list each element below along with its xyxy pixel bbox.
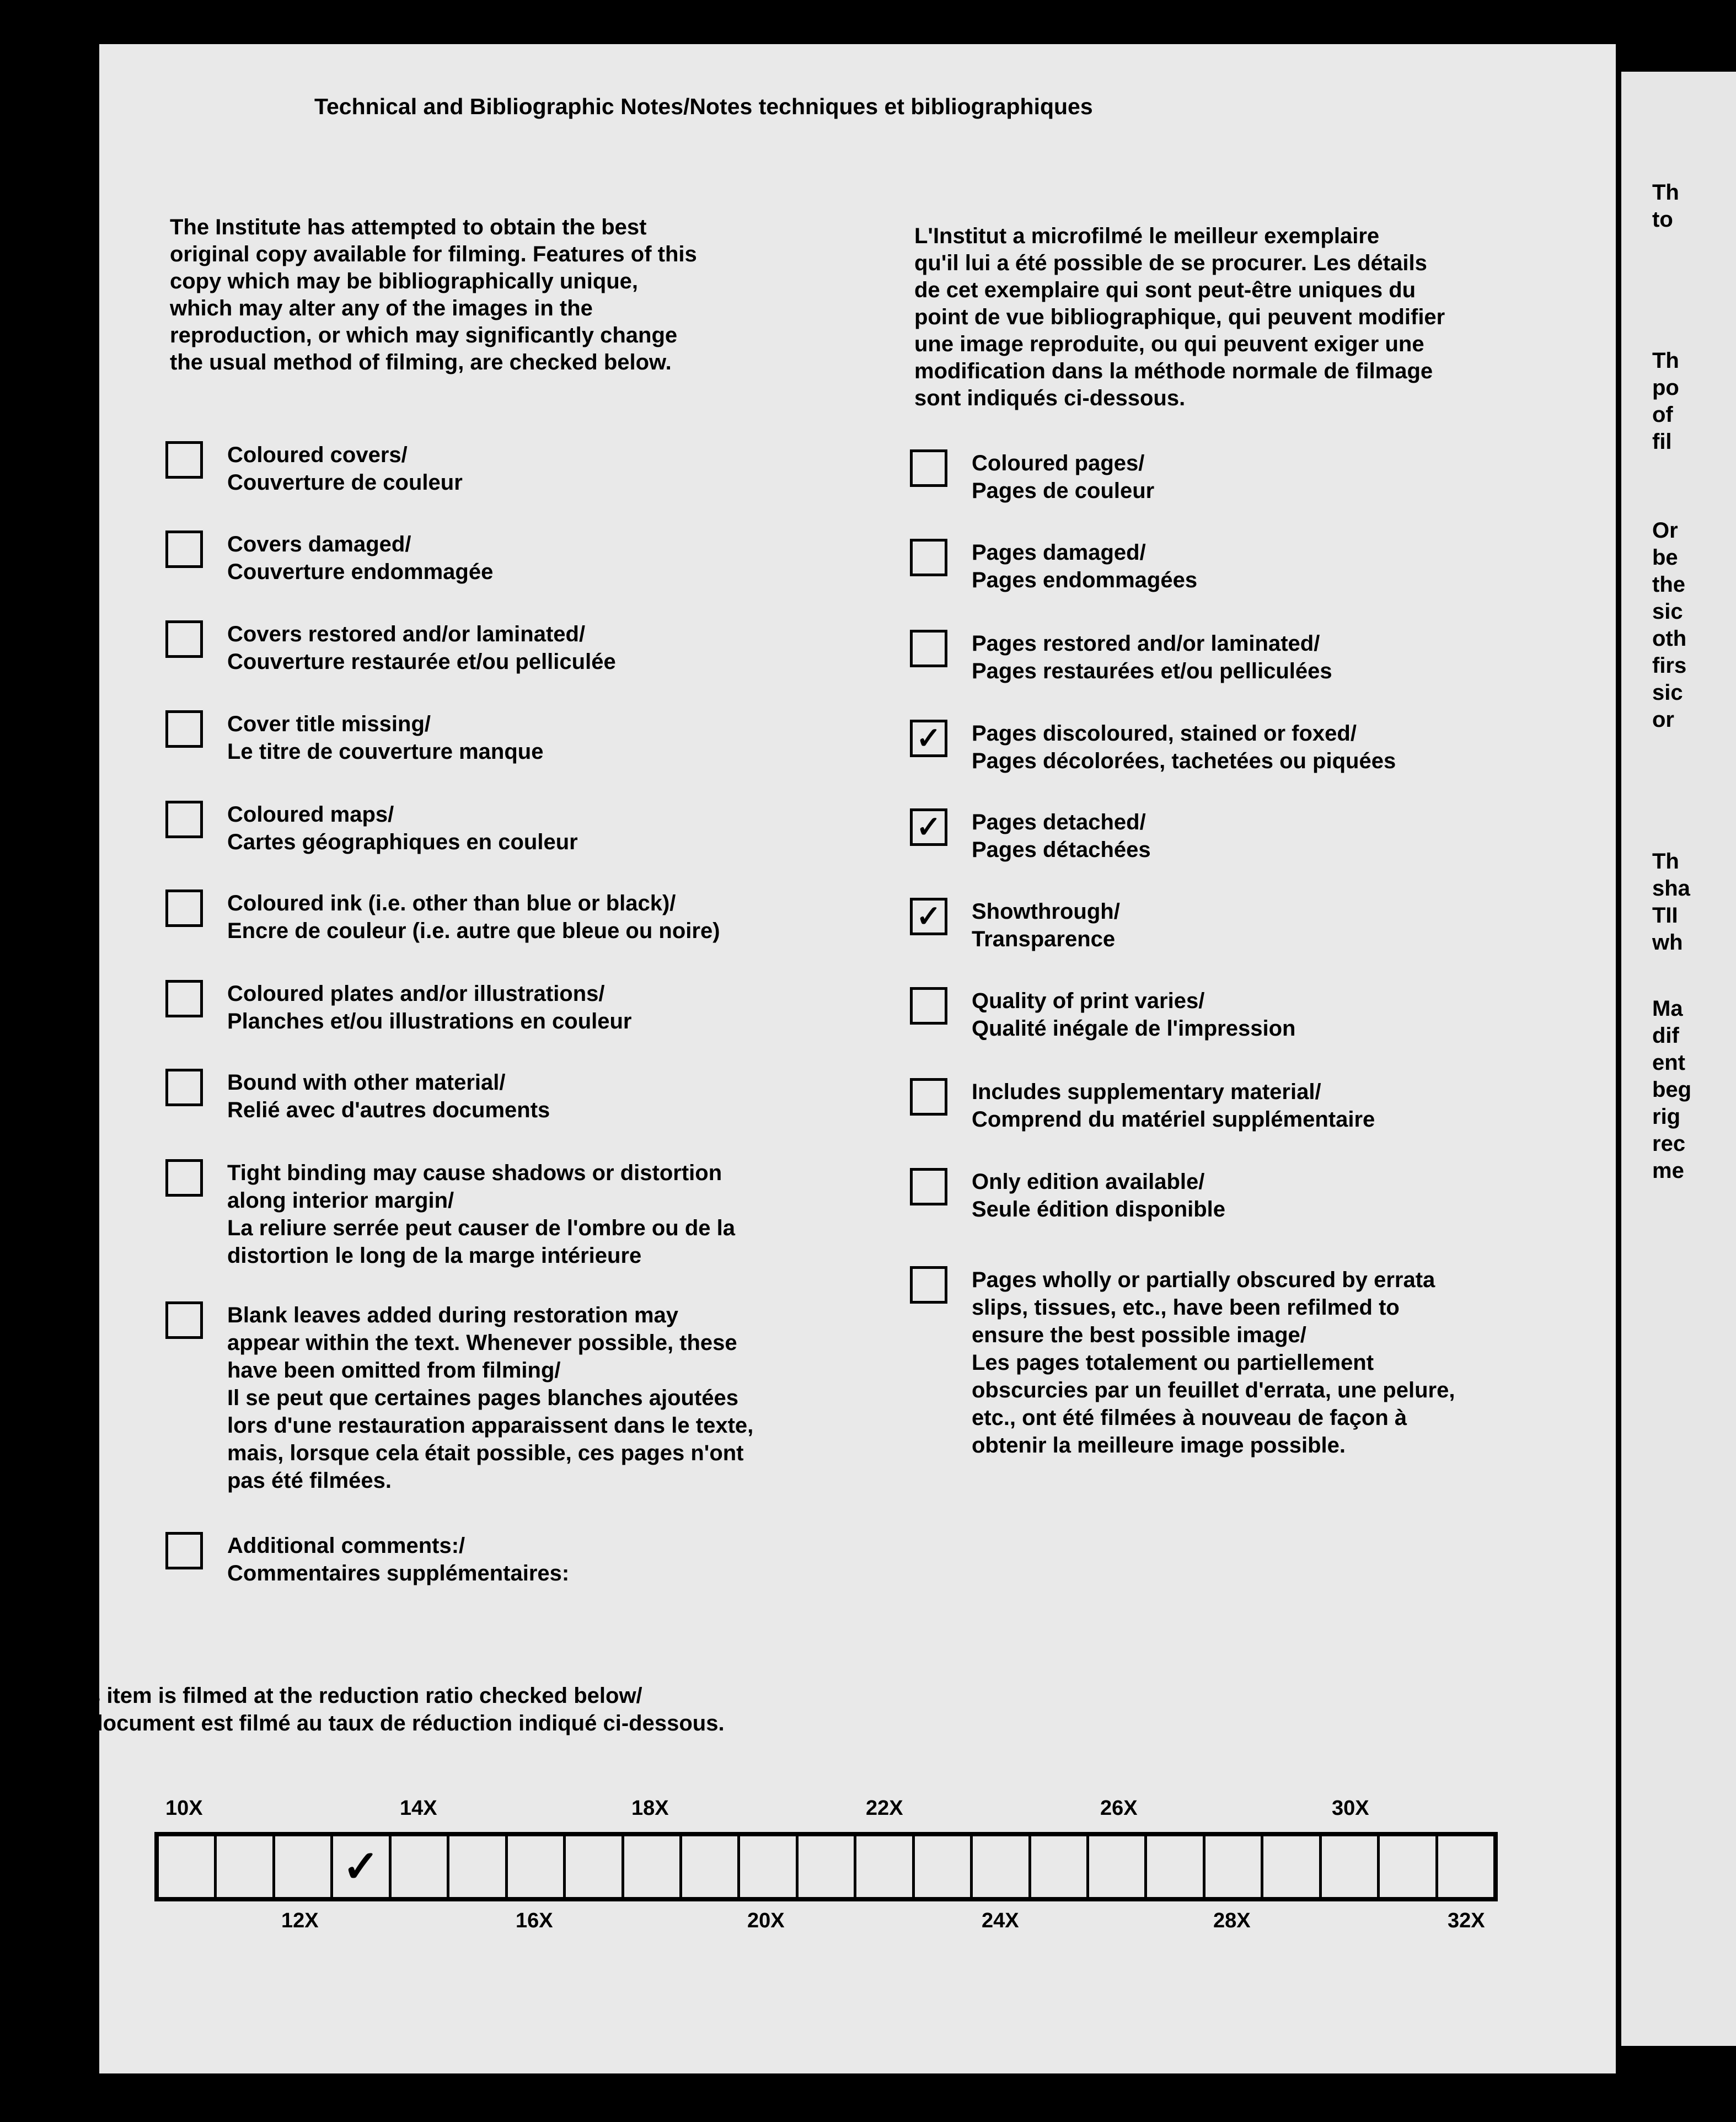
- checklist-label-line: Le titre de couverture manque: [227, 740, 544, 764]
- checklist-item: [910, 539, 1197, 594]
- side-fragment-line: firs: [1652, 653, 1687, 678]
- checklist-label: [227, 980, 632, 1035]
- side-fragment-line: sic: [1652, 680, 1683, 705]
- checklist-item: [910, 720, 1396, 775]
- checklist-item: [165, 620, 616, 676]
- checklist-item: [910, 1168, 1225, 1223]
- side-fragment: [1652, 995, 1691, 1185]
- checklist-label-line: Cartes géographiques en couleur: [227, 830, 578, 854]
- side-fragment: [1652, 517, 1686, 733]
- ratio-cell[interactable]: [1205, 1836, 1263, 1897]
- checklist-label-line: appear within the text. Whenever possible, these: [227, 1331, 737, 1355]
- scale-label-top: 10X: [165, 1797, 203, 1820]
- side-fragment-line: fil: [1652, 430, 1672, 454]
- side-fragment-line: beg: [1652, 1078, 1692, 1102]
- checklist-item: [165, 1532, 569, 1587]
- checklist-label-line: Showthrough/: [972, 899, 1120, 924]
- scale-label-bottom: 32X: [1448, 1909, 1485, 1932]
- scale-label-bottom: 20X: [747, 1909, 785, 1932]
- checkbox[interactable]: [910, 720, 947, 757]
- checklist-label-line: Additional comments:/: [227, 1534, 465, 1558]
- side-fragment-line: oth: [1652, 626, 1687, 651]
- intro-english: [170, 214, 697, 376]
- ratio-cell[interactable]: [1089, 1836, 1147, 1897]
- checklist-label-line: Coloured plates and/or illustrations/: [227, 982, 605, 1006]
- intro-line: the usual method of filming, are checked below.: [170, 350, 672, 374]
- ratio-cell[interactable]: [566, 1836, 624, 1897]
- side-fragment: [1652, 347, 1679, 456]
- checkbox[interactable]: [910, 449, 947, 487]
- intro-line: copy which may be bibliographically unique,: [170, 269, 639, 293]
- checklist-label: [227, 1159, 735, 1269]
- checklist-label-line: Quality of print varies/: [972, 989, 1205, 1013]
- checklist-label-line: Includes supplementary material/: [972, 1080, 1321, 1104]
- checklist-label: [227, 1532, 569, 1587]
- checkbox[interactable]: [910, 898, 947, 935]
- checklist-label: [972, 1168, 1225, 1223]
- checklist-label: [972, 1078, 1375, 1133]
- side-fragment-line: Th: [1652, 180, 1679, 205]
- ratio-cell[interactable]: [1031, 1836, 1089, 1897]
- checklist-label-line: Bound with other material/: [227, 1070, 506, 1095]
- intro-line: which may alter any of the images in the: [170, 296, 593, 320]
- checklist-label-line: mais, lorsque cela était possible, ces pages n'ont: [227, 1441, 744, 1465]
- checklist-label: [972, 449, 1154, 505]
- checkbox[interactable]: [165, 441, 203, 479]
- checklist-label-line: Pages discoloured, stained or foxed/: [972, 721, 1357, 746]
- side-fragment-line: Ma: [1652, 996, 1683, 1021]
- checklist-label-line: Pages detached/: [972, 810, 1146, 834]
- side-fragment-line: Or: [1652, 518, 1678, 543]
- checklist-label-line: Pages décolorées, tachetées ou piquées: [972, 749, 1396, 773]
- page-title: Technical and Bibliographic Notes/Notes techniques et bibliographiques: [314, 94, 1093, 119]
- side-fragment-line: sha: [1652, 876, 1690, 901]
- checkmark-icon: ✓: [342, 1842, 380, 1891]
- side-fragment-line: Th: [1652, 349, 1679, 373]
- side-fragment-line: or: [1652, 708, 1674, 732]
- checkbox[interactable]: [910, 987, 947, 1025]
- checkbox[interactable]: [165, 980, 203, 1017]
- intro-line: de cet exemplaire qui sont peut-être uniques du: [914, 278, 1416, 302]
- checklist-label-line: La reliure serrée peut causer de l'ombre ou de la: [227, 1216, 735, 1240]
- scale-label-bottom: 12X: [281, 1909, 319, 1932]
- checkbox[interactable]: [165, 710, 203, 748]
- checklist-item: [165, 1069, 550, 1124]
- ratio-cell[interactable]: [275, 1836, 333, 1897]
- checkmark-icon: ✓: [916, 722, 941, 755]
- checklist-item: [165, 710, 543, 765]
- intro-line: modification dans la méthode normale de filmage: [914, 359, 1433, 383]
- checklist-item: [910, 630, 1332, 685]
- ratio-cell[interactable]: [1147, 1836, 1205, 1897]
- scale-label-top: 14X: [400, 1797, 437, 1820]
- scale-label-top: 18X: [631, 1797, 669, 1820]
- checklist-item: [910, 898, 1120, 953]
- checklist-label-line: Commentaires supplémentaires:: [227, 1561, 570, 1585]
- scale-label-top: 22X: [866, 1797, 903, 1820]
- ratio-cell[interactable]: [799, 1836, 856, 1897]
- checklist-item: [165, 889, 720, 945]
- checkbox[interactable]: [165, 1532, 203, 1569]
- checklist-label-line: slips, tissues, etc., have been refilmed to: [972, 1295, 1400, 1320]
- side-fragment-line: ent: [1652, 1051, 1685, 1075]
- checkmark-icon: ✓: [916, 811, 941, 844]
- checklist-label: [972, 539, 1197, 594]
- checklist-label-line: obtenir la meilleure image possible.: [972, 1433, 1346, 1457]
- checklist-label-line: Qualité inégale de l'impression: [972, 1016, 1296, 1041]
- checklist-label-line: etc., ont été filmées à nouveau de façon à: [972, 1406, 1407, 1430]
- checklist-item: [910, 808, 1151, 864]
- checkbox[interactable]: [910, 1266, 947, 1304]
- checkmark-icon: ✓: [916, 900, 941, 933]
- checkbox[interactable]: [165, 1159, 203, 1197]
- checklist-label-line: Pages restored and/or laminated/: [972, 631, 1320, 656]
- side-fragment-line: sic: [1652, 599, 1683, 624]
- checklist-label-line: Covers restored and/or laminated/: [227, 622, 586, 646]
- side-fragment-line: me: [1652, 1159, 1684, 1183]
- intro-line: point de vue bibliographique, qui peuvent modifier: [914, 305, 1445, 329]
- checklist-item: [165, 801, 578, 856]
- side-fragment-line: po: [1652, 376, 1679, 400]
- ratio-cell[interactable]: [449, 1836, 507, 1897]
- ratio-cell[interactable]: [217, 1836, 275, 1897]
- checklist-label-line: Relié avec d'autres documents: [227, 1098, 550, 1122]
- checklist-item: [165, 441, 463, 496]
- checklist-label-line: Seule édition disponible: [972, 1197, 1226, 1221]
- checklist-label-line: Coloured pages/: [972, 451, 1145, 475]
- side-fragment-line: be: [1652, 545, 1678, 570]
- checklist-item: [910, 1266, 1455, 1459]
- checkbox[interactable]: [165, 620, 203, 658]
- checklist-label-line: Covers damaged/: [227, 532, 411, 556]
- checklist-item: [165, 530, 493, 586]
- ratio-cell[interactable]: [508, 1836, 566, 1897]
- checklist-label-line: have been omitted from filming/: [227, 1358, 561, 1382]
- side-fragment: [1652, 179, 1679, 233]
- checklist-label-line: Coloured ink (i.e. other than blue or black)/: [227, 891, 676, 915]
- checklist-label: [227, 889, 720, 945]
- checklist-label-line: pas été filmées.: [227, 1469, 392, 1493]
- checklist-label: [227, 530, 493, 586]
- checklist-label: [227, 1301, 753, 1494]
- checklist-label-line: Couverture restaurée et/ou pelliculée: [227, 650, 616, 674]
- checklist-label-line: Pages restaurées et/ou pelliculées: [972, 659, 1332, 683]
- checklist-label-line: Cover title missing/: [227, 712, 431, 736]
- checklist-label: [227, 620, 616, 676]
- side-fragment-line: dif: [1652, 1024, 1679, 1048]
- checkbox[interactable]: [165, 530, 203, 568]
- checklist-label-line: Pages détachées: [972, 838, 1151, 862]
- intro-line: original copy available for filming. Features of this: [170, 242, 697, 266]
- ratio-cell[interactable]: [392, 1836, 449, 1897]
- ratio-cell[interactable]: [740, 1836, 798, 1897]
- ratio-cell[interactable]: [915, 1836, 973, 1897]
- checkbox[interactable]: [910, 630, 947, 667]
- checklist-label: [227, 710, 543, 765]
- checklist-label-line: Tight binding may cause shadows or distortion: [227, 1161, 722, 1185]
- checklist-label-line: Comprend du matériel supplémentaire: [972, 1107, 1375, 1132]
- scale-label-top: 30X: [1332, 1797, 1369, 1820]
- intro-line: reproduction, or which may significantly change: [170, 323, 678, 347]
- checklist-label-line: ensure the best possible image/: [972, 1323, 1306, 1347]
- reduction-text-line: This item is filmed at the reduction ratio checked below/: [55, 1684, 642, 1708]
- checklist-label: [972, 987, 1295, 1042]
- checklist-label-line: distortion le long de la marge intérieure: [227, 1244, 642, 1268]
- intro-french: [914, 223, 1445, 412]
- checklist-label-line: obscurcies par un feuillet d'errata, une pelure,: [972, 1378, 1455, 1402]
- scale-label-top: 26X: [1100, 1797, 1138, 1820]
- ratio-cell[interactable]: [1322, 1836, 1380, 1897]
- checklist-label: [972, 898, 1120, 953]
- ratio-cell[interactable]: [973, 1836, 1031, 1897]
- checklist-item: [910, 1078, 1375, 1133]
- scale-label-bottom: 28X: [1213, 1909, 1251, 1932]
- side-fragment-line: Th: [1652, 849, 1679, 874]
- checkbox[interactable]: [910, 1168, 947, 1205]
- side-fragment-line: of: [1652, 403, 1673, 427]
- checkbox[interactable]: [165, 801, 203, 838]
- checklist-label-line: Pages wholly or partially obscured by errata: [972, 1268, 1435, 1292]
- checklist-item: [165, 1301, 753, 1494]
- side-fragment: [1652, 848, 1690, 956]
- ratio-cell[interactable]: [1438, 1836, 1493, 1897]
- checklist-label: [227, 441, 463, 496]
- intro-line: The Institute has attempted to obtain the best: [170, 215, 647, 239]
- side-fragment-line: wh: [1652, 930, 1683, 955]
- side-fragment-line: the: [1652, 572, 1685, 597]
- checklist-item: [910, 449, 1154, 505]
- checklist-label: [972, 808, 1151, 864]
- ratio-cell[interactable]: [1263, 1836, 1321, 1897]
- checklist-label: [972, 720, 1396, 775]
- side-fragment-line: to: [1652, 207, 1673, 232]
- checklist-item: [165, 1159, 735, 1269]
- checklist-label-line: Pages de couleur: [972, 479, 1155, 503]
- intro-line: sont indiqués ci-dessous.: [914, 386, 1186, 410]
- checklist-label-line: Pages damaged/: [972, 540, 1146, 565]
- scale-label-bottom: 16X: [516, 1909, 553, 1932]
- checklist-label-line: Couverture de couleur: [227, 470, 463, 495]
- side-fragment-line: rig: [1652, 1105, 1681, 1129]
- ratio-cell[interactable]: [856, 1836, 914, 1897]
- checklist-label-line: lors d'une restauration apparaissent dans le texte,: [227, 1413, 754, 1438]
- intro-line: une image reproduite, ou qui peuvent exiger une: [914, 332, 1424, 356]
- checklist-label-line: Encre de couleur (i.e. autre que bleue ou noire): [227, 919, 720, 943]
- checklist-label: [972, 630, 1332, 685]
- checklist-label-line: Coloured maps/: [227, 802, 394, 827]
- checklist-label-line: Couverture endommagée: [227, 560, 494, 584]
- side-fragment-line: rec: [1652, 1132, 1686, 1156]
- checkbox[interactable]: [910, 539, 947, 576]
- reduction-ratio-text: [55, 1682, 725, 1737]
- ratio-cell[interactable]: [1380, 1836, 1438, 1897]
- checklist-item: [165, 980, 632, 1035]
- checklist-label-line: Transparence: [972, 927, 1116, 951]
- checklist-label: [972, 1266, 1455, 1459]
- checklist-item: [910, 987, 1295, 1042]
- checklist-label-line: Planches et/ou illustrations en couleur: [227, 1009, 632, 1033]
- side-fragment-line: TII: [1652, 903, 1678, 928]
- checklist-label-line: along interior margin/: [227, 1188, 454, 1213]
- checklist-label-line: Pages endommagées: [972, 568, 1198, 592]
- checklist-label-line: Coloured covers/: [227, 443, 408, 467]
- ratio-cell[interactable]: [624, 1836, 682, 1897]
- intro-line: L'Institut a microfilmé le meilleur exemplaire: [914, 224, 1380, 248]
- checkbox[interactable]: [910, 1078, 947, 1116]
- ratio-cell[interactable]: [682, 1836, 740, 1897]
- ratio-cell[interactable]: [333, 1836, 391, 1897]
- intro-line: qu'il lui a été possible de se procurer. Les détails: [914, 251, 1427, 275]
- ratio-cell[interactable]: [159, 1836, 217, 1897]
- checklist-label-line: Only edition available/: [972, 1170, 1205, 1194]
- checklist-label-line: Les pages totalement ou partiellement: [972, 1351, 1374, 1375]
- reduction-ratio-strip: [154, 1832, 1498, 1901]
- checklist-label-line: Blank leaves added during restoration may: [227, 1303, 679, 1327]
- reduction-text-line: Ce document est filmé au taux de réduction indiqué ci-dessous.: [55, 1711, 725, 1735]
- checklist-label-line: Il se peut que certaines pages blanches ajoutées: [227, 1386, 739, 1410]
- checkbox[interactable]: [165, 889, 203, 927]
- checkbox[interactable]: [910, 808, 947, 846]
- scale-label-bottom: 24X: [982, 1909, 1019, 1932]
- checkbox[interactable]: [165, 1069, 203, 1106]
- checklist-label: [227, 1069, 550, 1124]
- checklist-label: [227, 801, 578, 856]
- checkbox[interactable]: [165, 1301, 203, 1339]
